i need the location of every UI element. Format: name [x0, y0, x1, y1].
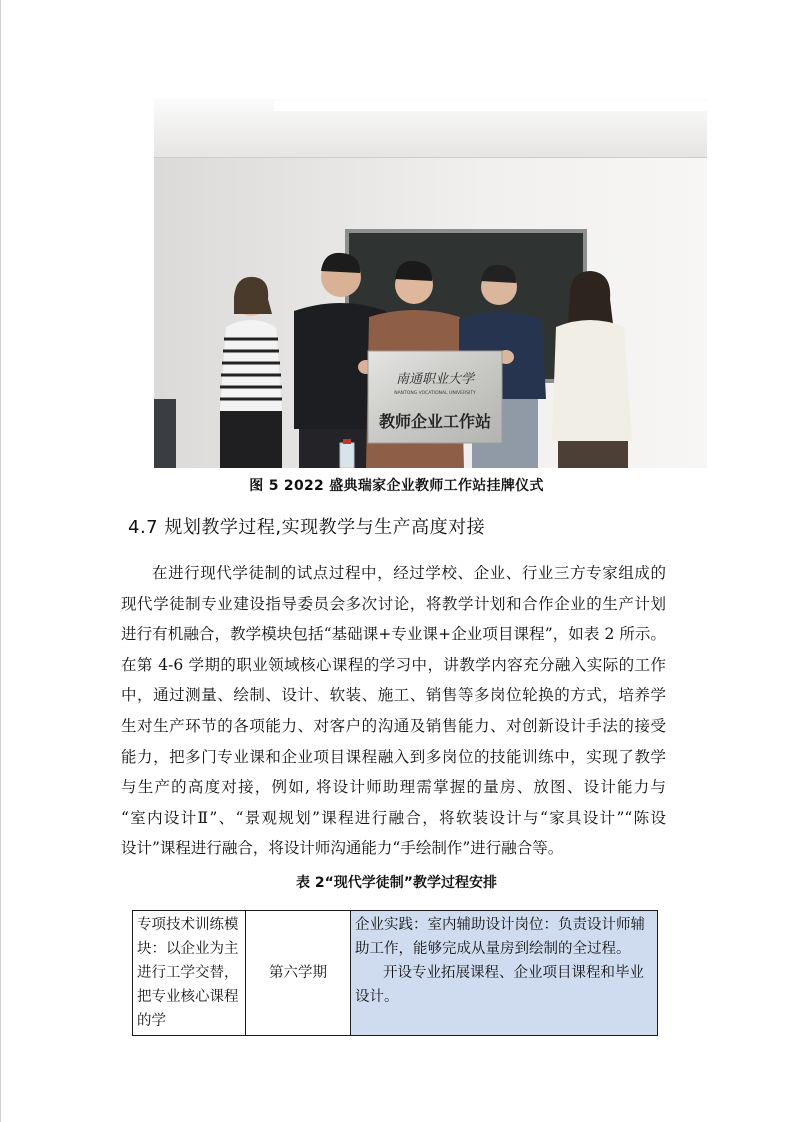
module-cell: 专项技术训练模块：以企业为主进行工学交替，把专业核心课程的学: [133, 911, 246, 1036]
paragraph-line: “室内设计Ⅱ”、“景观规划”课程进行融合，将软装设计与“家具设计”“陈设: [121, 808, 666, 827]
plaque-school-name-en: NANTONG VOCATIONAL UNIVERSITY: [394, 391, 476, 396]
table-row: [133, 911, 658, 1036]
paragraph-line: 中，通过测量、绘制、设计、软装、施工、销售等多岗位轮换的方式，培养学: [121, 686, 666, 705]
paragraph-line: 现代学徒制专业建设指导委员会多次讨论，将教学计划和合作企业的生产计划: [121, 594, 666, 613]
table-caption: 表 2“现代学徒制”教学过程安排: [295, 875, 498, 891]
semester-cell: 第六学期: [246, 911, 351, 1036]
figure-caption: 图 5 2022 盛典瑞家企业教师工作站挂牌仪式: [249, 478, 544, 494]
content-line: 企业实践：室内辅助设计岗位：负责设计师辅助工作，能够完成从量房到绘制的全过程。: [355, 917, 645, 957]
ceremony-photo: [154, 99, 707, 468]
paragraph-line: 与生产的高度对接，例如, 将设计师助理需掌握的量房、放图、设计能力与: [121, 778, 666, 797]
page-left-edge: [0, 0, 1, 1122]
paragraph-line: 生对生产环节的各项能力、对客户的沟通及销售能力、对创新设计手法的接受: [121, 716, 666, 735]
plaque-title: 教师企业工作站: [378, 412, 492, 431]
plaque-school-name: 南通职业大学: [395, 372, 475, 387]
body-paragraph: [121, 558, 666, 864]
paragraph-line: 进行有机融合，教学模块包括“基础课+专业课+企业项目课程”，如表 2 所示。: [121, 625, 666, 644]
paragraph-line: 在第 4-6 学期的职业领域核心课程的学习中，讲教学内容充分融入实际的工作: [121, 655, 666, 674]
paragraph-line: 设计”课程进行融合，将设计师沟通能力“手绘制作”进行融合等。: [121, 839, 564, 858]
content-cell: [351, 911, 658, 1036]
content-line: 开设专业拓展课程、企业项目课程和毕业设计。: [355, 965, 644, 1005]
schedule-table: [132, 910, 658, 1036]
section-heading: 4.7 规划教学过程,实现教学与生产高度对接: [128, 517, 486, 538]
paragraph-line: 能力，把多门专业课和企业项目课程融入到多岗位的技能训练中，实现了教学: [121, 747, 666, 766]
paragraph-line: 在进行现代学徒制的试点过程中，经过学校、企业、行业三方专家组成的: [152, 564, 666, 582]
